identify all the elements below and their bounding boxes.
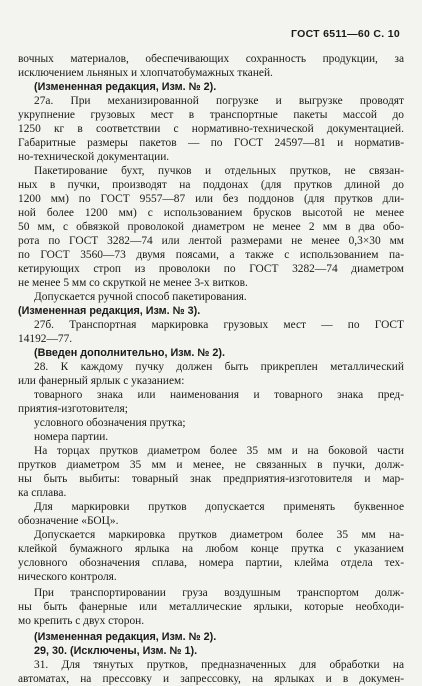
text-line: На торцах прутков диаметром более 35 мм и на боковой части xyxy=(34,445,404,457)
text-line: по ГОСТ 3560—73 двумя поясами, а также с использованием па- xyxy=(18,249,404,261)
text-line: Допускается ручной способ пакетирования. xyxy=(34,291,247,303)
text-line: обозначение «БОЦ». xyxy=(18,515,119,527)
document-body xyxy=(18,52,404,686)
text-line: укрупнение грузовых мест в транспортные пакеты массой до xyxy=(18,109,404,121)
text-line: ной более 1200 мм) с использованием брусков высотой не менее xyxy=(18,207,404,219)
text-line: При транспортировании груза воздушным транспортом долж- xyxy=(34,587,404,599)
text-line: ны быть выбиты: товарный знак предприятия-изготовителя и мар- xyxy=(18,473,404,485)
clause-27a: 27а. При механизированной погрузке и выгрузке проводят xyxy=(34,95,404,107)
text-line: 14192—77. xyxy=(18,333,73,345)
text-line: Допускается маркировка прутков диаметром более 35 мм на- xyxy=(34,529,404,541)
text-line: ны быть фанерные или металлические ярлыки, которые необходи- xyxy=(18,601,404,613)
clause-27b: 27б. Транспортная маркировка грузовых мест — по ГОСТ xyxy=(34,319,404,331)
text-line: нического контроля. xyxy=(18,571,117,583)
text-line: клейкой бумажного ярлыка на любом конце прутка с указанием xyxy=(18,543,404,555)
clause-28: 28. К каждому пучку должен быть прикреплен металлический xyxy=(34,361,404,373)
amendment-note: (Измененная редакция, Изм. № 3). xyxy=(18,305,201,317)
list-item: номера партии. xyxy=(34,431,109,443)
text-line: 1250 кг в соответствии с нормативно-технической документацией. xyxy=(18,123,404,135)
text-line: кетирующих строп из проволоки по ГОСТ 3282—74 диаметром xyxy=(18,263,404,275)
text-line: Пакетирование бухт, пучков и отдельных прутков, не связан- xyxy=(34,165,404,177)
text-line: но-технической документации. xyxy=(18,151,170,163)
text-line: ных в пучки, производят на поддонах (для прутков длиной до xyxy=(18,179,404,191)
text-line: ка сплава. xyxy=(18,487,67,499)
text-line: прутков диаметром 35 мм и менее, не связанных в пучки, долж- xyxy=(18,459,404,471)
text-line: мо крепить с двух сторон. xyxy=(18,615,145,627)
text-line: 1200 мм) по ГОСТ 9557—87 или без поддонов (для прутков дли- xyxy=(18,193,404,205)
amendment-note: (Введен дополнительно, Изм. № 2). xyxy=(34,347,225,359)
text-line: условного обозначения сплава, номера партии, клейма отдела тех- xyxy=(18,557,404,569)
page-header: ГОСТ 6511—60 С. 10 xyxy=(290,28,400,40)
amendment-note: (Измененная редакция, Изм. № 2). xyxy=(34,631,217,643)
list-item: условного обозначения прутка; xyxy=(34,417,186,429)
text-line: автоматах, на прессовку и запрессовку, на ярлыках и в докумен- xyxy=(18,673,404,685)
text-line: рота по ГОСТ 3282—74 или лентой размерами не менее 0,3×30 мм xyxy=(18,235,404,247)
list-item: товарного знака или наименования и товарного знака пред- xyxy=(34,389,404,401)
amendment-note: (Измененная редакция, Изм. № 2). xyxy=(34,81,217,93)
text-line: не менее 5 мм со скруткой не менее 3-х витков. xyxy=(18,277,248,289)
clause-31: 31. Для тянутых прутков, предназначенных для обработки на xyxy=(34,659,404,671)
list-item: приятия-изготовителя; xyxy=(18,403,128,415)
text-line: 50 мм, с обвязкой проволокой диаметром не менее 2 мм в два обо- xyxy=(18,221,404,233)
text-line: Габаритные размеры пакетов — по ГОСТ 24597—81 и норматив- xyxy=(18,137,404,149)
clause-29-30: 29, 30. (Исключены, Изм. № 1). xyxy=(34,645,198,657)
text-line: Для маркировки прутков допускается применять буквенное xyxy=(34,501,404,513)
text-line: исключением льняных и хлопчатобумажных тканей. xyxy=(18,67,273,79)
text-line: вочных материалов, обеспечивающих сохранность продукции, за xyxy=(18,53,404,65)
text-line: или фанерный ярлык с указанием: xyxy=(18,375,185,387)
